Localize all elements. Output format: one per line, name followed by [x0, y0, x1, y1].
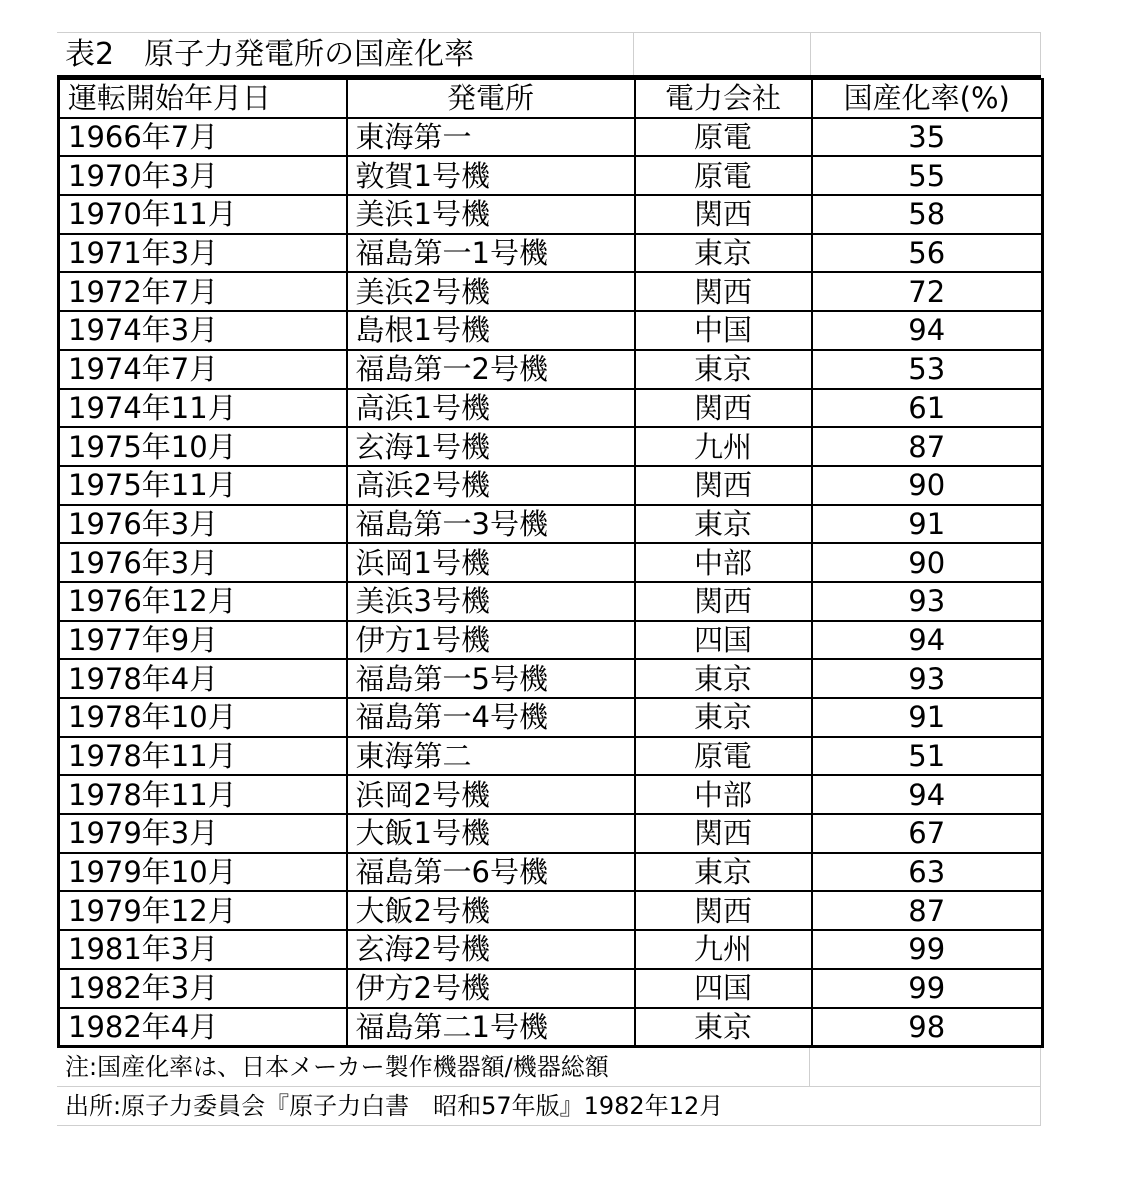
note-row: [57, 1048, 1041, 1087]
table-body: [59, 118, 1043, 1047]
rate-cell: 61: [812, 389, 1043, 428]
table-row: [59, 891, 1043, 930]
rate-cell: 67: [812, 814, 1043, 853]
table-row: [59, 853, 1043, 892]
header-rate: 国産化率(%): [812, 79, 1043, 118]
table-row: [59, 814, 1043, 853]
table-row: [59, 350, 1043, 389]
company-cell: 原電: [635, 737, 812, 776]
rate-cell: 99: [812, 930, 1043, 969]
date-cell: 1978年10月: [59, 698, 347, 737]
plant-cell: 敦賀1号機: [347, 156, 635, 195]
table-row: [59, 969, 1043, 1008]
company-cell: 四国: [635, 969, 812, 1008]
table-row: [59, 195, 1043, 234]
company-cell: 関西: [635, 389, 812, 428]
table-row: [59, 659, 1043, 698]
data-table: [57, 78, 1044, 1048]
date-cell: 1981年3月: [59, 930, 347, 969]
table-row: [59, 543, 1043, 582]
company-cell: 関西: [635, 814, 812, 853]
date-cell: 1978年11月: [59, 775, 347, 814]
company-cell: 中国: [635, 311, 812, 350]
rate-cell: 93: [812, 659, 1043, 698]
company-cell: 四国: [635, 621, 812, 660]
rate-cell: 94: [812, 311, 1043, 350]
plant-cell: 玄海1号機: [347, 427, 635, 466]
company-cell: 九州: [635, 930, 812, 969]
date-cell: 1979年12月: [59, 891, 347, 930]
company-cell: 原電: [635, 156, 812, 195]
company-cell: 東京: [635, 234, 812, 273]
date-cell: 1974年3月: [59, 311, 347, 350]
company-cell: 東京: [635, 505, 812, 544]
plant-cell: 福島第一6号機: [347, 853, 635, 892]
grid-line: [633, 33, 634, 75]
date-cell: 1976年12月: [59, 582, 347, 621]
rate-cell: 53: [812, 350, 1043, 389]
date-cell: 1966年7月: [59, 118, 347, 157]
rate-cell: 91: [812, 505, 1043, 544]
rate-cell: 93: [812, 582, 1043, 621]
date-cell: 1982年4月: [59, 1008, 347, 1047]
company-cell: 東京: [635, 350, 812, 389]
date-cell: 1974年7月: [59, 350, 347, 389]
rate-cell: 90: [812, 543, 1043, 582]
plant-cell: 浜岡1号機: [347, 543, 635, 582]
table-row: [59, 930, 1043, 969]
company-cell: 関西: [635, 466, 812, 505]
table-row: [59, 118, 1043, 157]
plant-cell: 大飯2号機: [347, 891, 635, 930]
rate-cell: 58: [812, 195, 1043, 234]
header-company: 電力会社: [635, 79, 812, 118]
header-plant: 発電所: [347, 79, 635, 118]
table-row: [59, 389, 1043, 428]
rate-cell: 94: [812, 775, 1043, 814]
rate-cell: 99: [812, 969, 1043, 1008]
company-cell: 東京: [635, 853, 812, 892]
table-row: [59, 272, 1043, 311]
date-cell: 1972年7月: [59, 272, 347, 311]
plant-cell: 東海第二: [347, 737, 635, 776]
grid-line: [810, 33, 811, 75]
table-row: [59, 505, 1043, 544]
plant-cell: 福島第一5号機: [347, 659, 635, 698]
date-cell: 1977年9月: [59, 621, 347, 660]
grid-line: [1040, 33, 1041, 75]
date-cell: 1978年11月: [59, 737, 347, 776]
company-cell: 九州: [635, 427, 812, 466]
rate-cell: 94: [812, 621, 1043, 660]
date-cell: 1978年4月: [59, 659, 347, 698]
date-cell: 1979年10月: [59, 853, 347, 892]
grid-line: [1040, 1048, 1041, 1086]
plant-cell: 高浜1号機: [347, 389, 635, 428]
date-cell: 1971年3月: [59, 234, 347, 273]
plant-cell: 高浜2号機: [347, 466, 635, 505]
table-row: [59, 466, 1043, 505]
table-row: [59, 1008, 1043, 1047]
plant-cell: 伊方1号機: [347, 621, 635, 660]
header-date: 運転開始年月日: [59, 79, 347, 118]
company-cell: 関西: [635, 272, 812, 311]
plant-cell: 美浜2号機: [347, 272, 635, 311]
company-cell: 関西: [635, 195, 812, 234]
plant-cell: 福島第一1号機: [347, 234, 635, 273]
grid-line: [809, 1048, 810, 1086]
note-text: 注:国産化率は、日本メーカー製作機器額/機器総額: [65, 1053, 609, 1082]
rate-cell: 98: [812, 1008, 1043, 1047]
table-row: [59, 311, 1043, 350]
date-cell: 1982年3月: [59, 969, 347, 1008]
table-row: [59, 737, 1043, 776]
company-cell: 原電: [635, 118, 812, 157]
plant-cell: 伊方2号機: [347, 969, 635, 1008]
company-cell: 中部: [635, 543, 812, 582]
rate-cell: 91: [812, 698, 1043, 737]
source-text: 出所:原子力委員会『原子力白書 昭和57年版』1982年12月: [65, 1092, 724, 1121]
rate-cell: 87: [812, 427, 1043, 466]
date-cell: 1970年3月: [59, 156, 347, 195]
plant-cell: 玄海2号機: [347, 930, 635, 969]
date-cell: 1975年11月: [59, 466, 347, 505]
source-row: [57, 1087, 1041, 1126]
table-row: [59, 621, 1043, 660]
rate-cell: 63: [812, 853, 1043, 892]
plant-cell: 福島第一3号機: [347, 505, 635, 544]
plant-cell: 福島第一2号機: [347, 350, 635, 389]
company-cell: 東京: [635, 659, 812, 698]
rate-cell: 56: [812, 234, 1043, 273]
date-cell: 1979年3月: [59, 814, 347, 853]
table-row: [59, 775, 1043, 814]
date-cell: 1970年11月: [59, 195, 347, 234]
table-row: [59, 427, 1043, 466]
table-title: 表2 原子力発電所の国産化率: [65, 37, 475, 72]
table-row: [59, 156, 1043, 195]
plant-cell: 福島第一4号機: [347, 698, 635, 737]
date-cell: 1975年10月: [59, 427, 347, 466]
rate-cell: 35: [812, 118, 1043, 157]
table-row: [59, 234, 1043, 273]
plant-cell: 浜岡2号機: [347, 775, 635, 814]
plant-cell: 東海第一: [347, 118, 635, 157]
date-cell: 1974年11月: [59, 389, 347, 428]
company-cell: 中部: [635, 775, 812, 814]
title-row: [57, 32, 1041, 78]
date-cell: 1976年3月: [59, 543, 347, 582]
company-cell: 関西: [635, 582, 812, 621]
plant-cell: 福島第二1号機: [347, 1008, 635, 1047]
plant-cell: 美浜1号機: [347, 195, 635, 234]
rate-cell: 72: [812, 272, 1043, 311]
rate-cell: 55: [812, 156, 1043, 195]
company-cell: 東京: [635, 698, 812, 737]
header-row: [59, 79, 1043, 118]
rate-cell: 51: [812, 737, 1043, 776]
table-row: [59, 582, 1043, 621]
company-cell: 関西: [635, 891, 812, 930]
table-row: [59, 698, 1043, 737]
company-cell: 東京: [635, 1008, 812, 1047]
date-cell: 1976年3月: [59, 505, 347, 544]
plant-cell: 美浜3号機: [347, 582, 635, 621]
plant-cell: 島根1号機: [347, 311, 635, 350]
rate-cell: 90: [812, 466, 1043, 505]
rate-cell: 87: [812, 891, 1043, 930]
spreadsheet: [57, 32, 1041, 1126]
plant-cell: 大飯1号機: [347, 814, 635, 853]
grid-line: [1040, 1087, 1041, 1125]
